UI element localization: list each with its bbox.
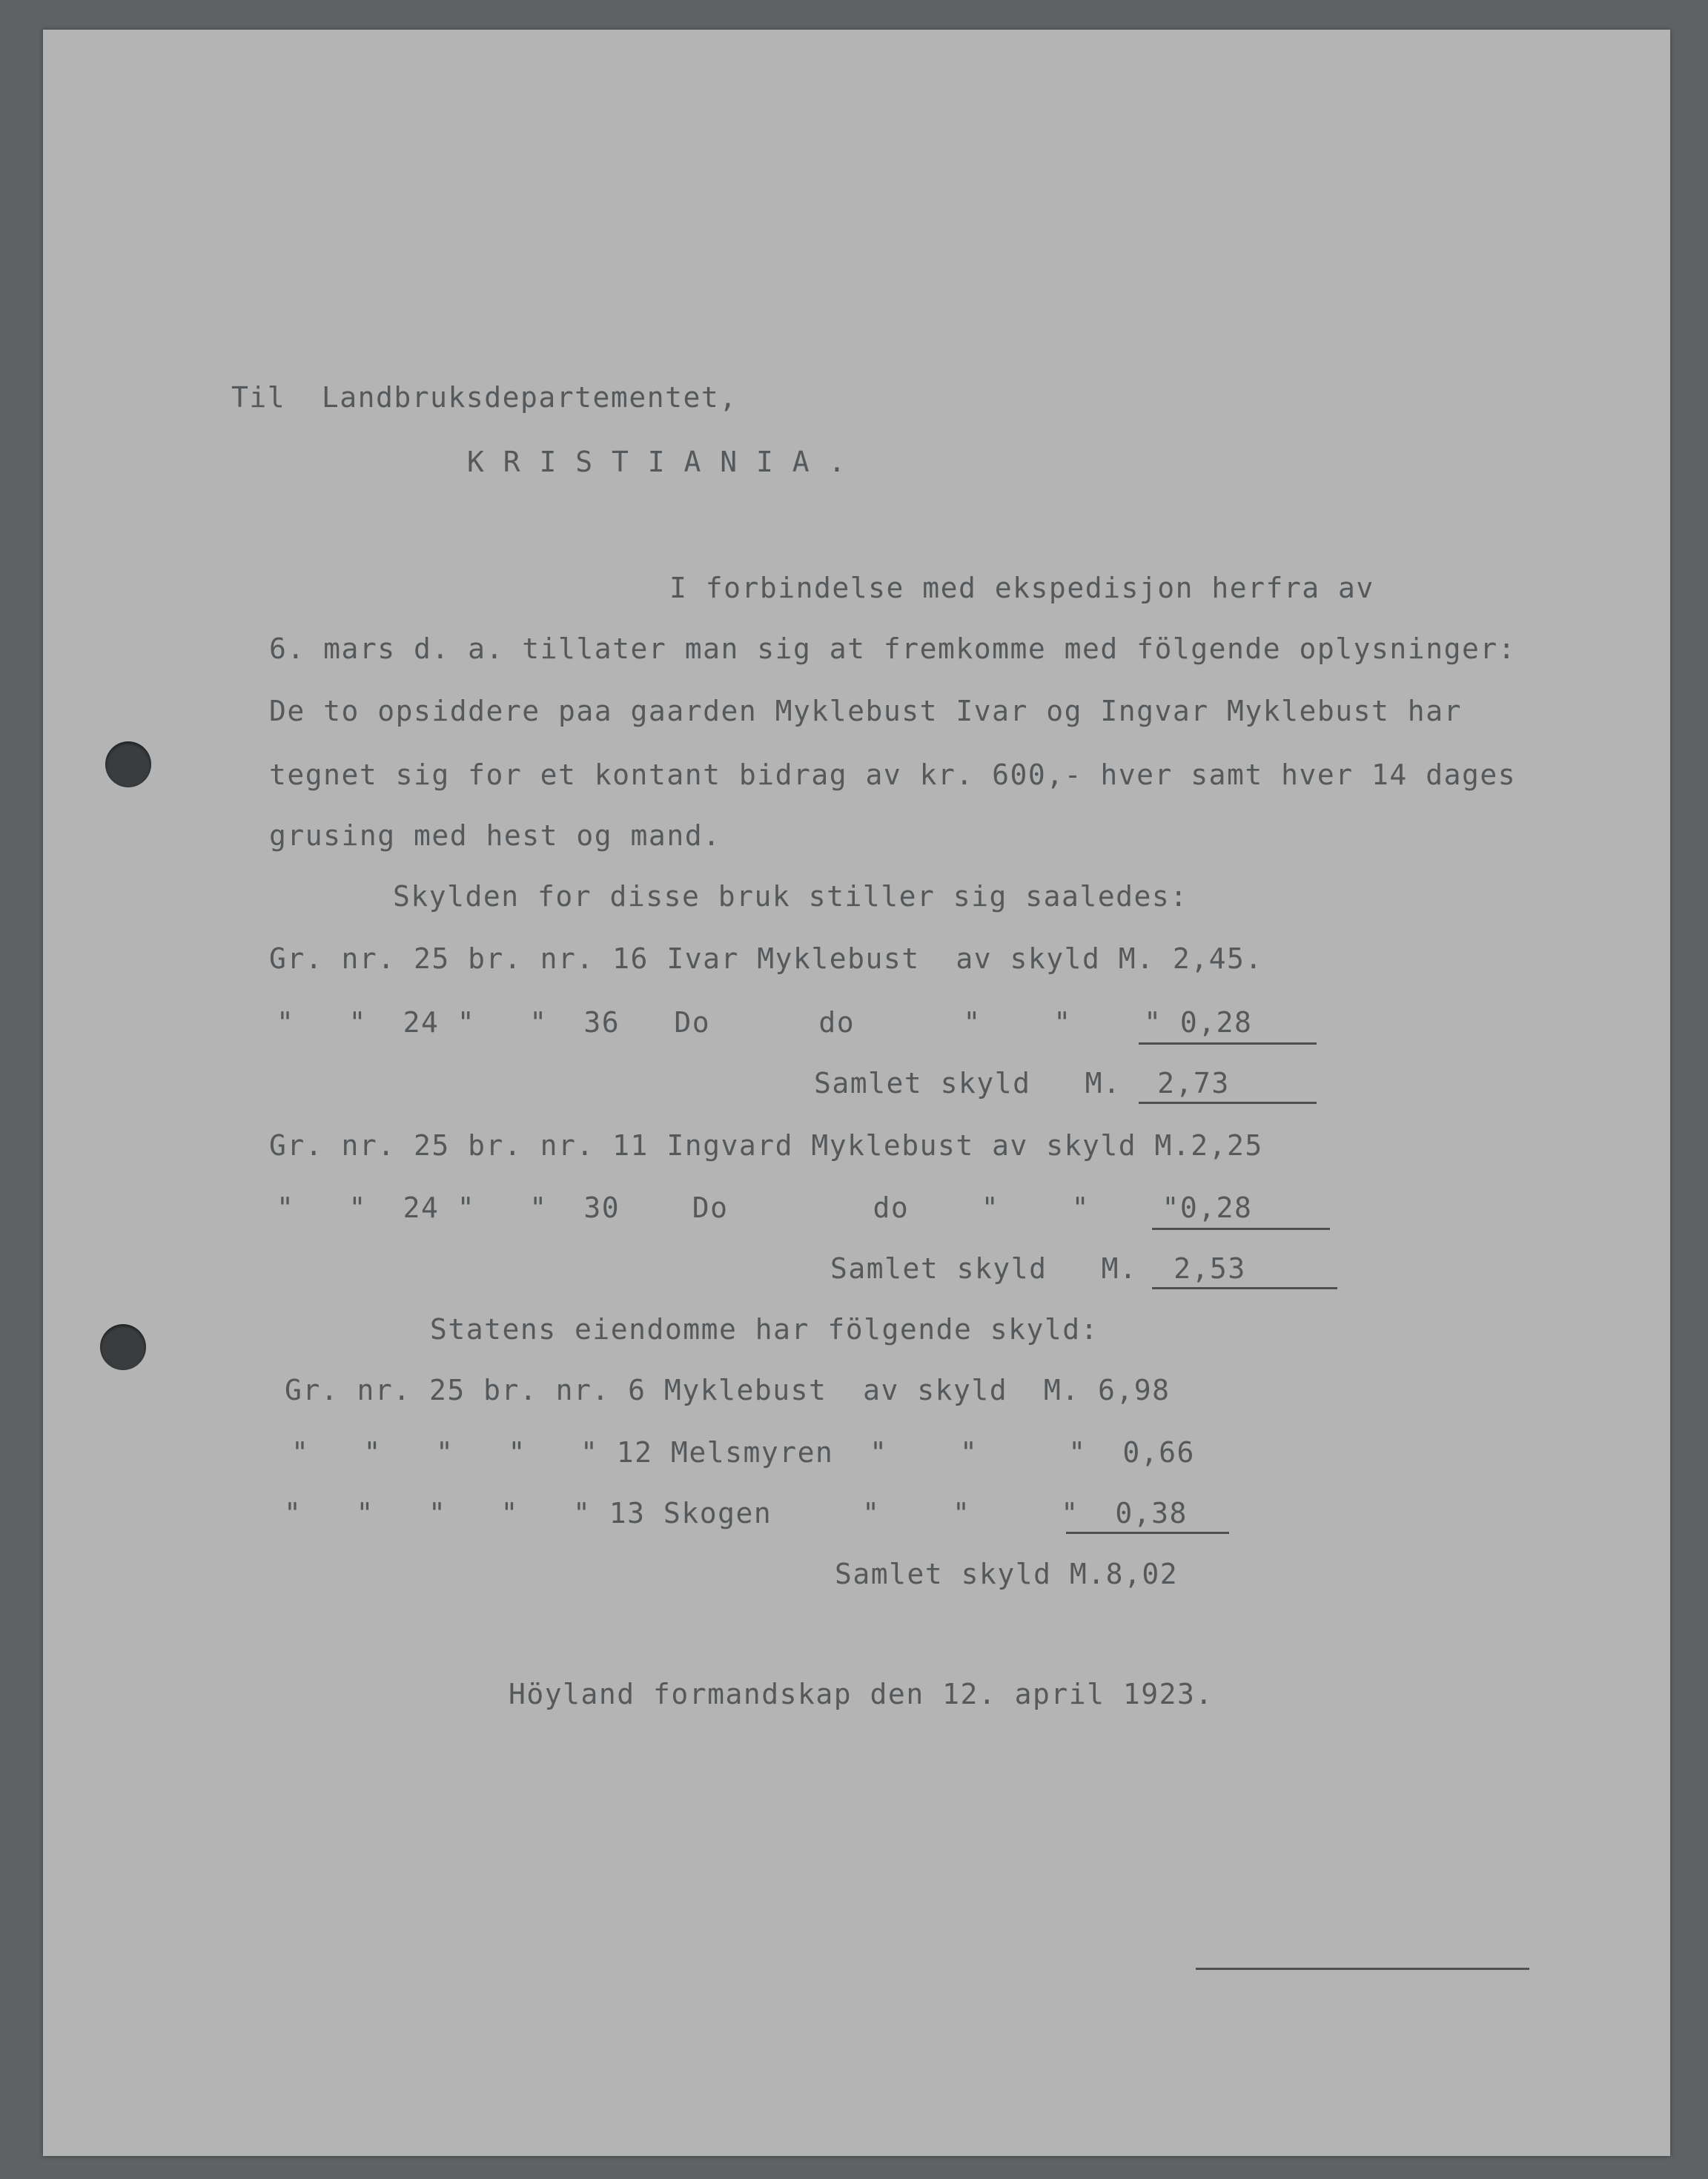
skyld-intro: Skylden for disse bruk stiller sig saaledes: (393, 880, 1188, 913)
ingvard-row-1: Gr. nr. 25 br. nr. 11 Ingvard Myklebust av skyld M.2,25 (269, 1129, 1263, 1162)
body-line-5: grusing med hest og mand. (269, 819, 721, 852)
ivar-total-underline (1139, 1102, 1317, 1104)
signature-line (1196, 1968, 1529, 1970)
staten-row-2: " " " " " 12 Melsmyren " " " 0,66 (291, 1436, 1195, 1469)
body-line-3: De to opsiddere paa gaarden Myklebust Ivar og Ingvar Myklebust har (269, 695, 1462, 727)
body-line-1: I forbindelse med ekspedisjon herfra av (669, 572, 1374, 604)
staten-row-3: " " " " " 13 Skogen " " " 0,38 (284, 1497, 1188, 1530)
staten-row-1: Gr. nr. 25 br. nr. 6 Myklebust av skyld M. 6,98 (285, 1374, 1171, 1406)
ingvard-sum-underline (1152, 1228, 1330, 1230)
body-line-2: 6. mars d. a. tillater man sig at fremkomme med fölgende oplysninger: (269, 632, 1517, 665)
closing-line: Höyland formandskap den 12. april 1923. (509, 1678, 1214, 1710)
ingvard-total: Samlet skyld M. 2,53 (830, 1252, 1246, 1285)
ivar-row-2: " " 24 " " 36 Do do " " " 0,28 (277, 1006, 1253, 1039)
ingvard-row-2: " " 24 " " 30 Do do " " "0,28 (277, 1191, 1253, 1224)
punch-hole-top (105, 741, 151, 787)
ivar-total: Samlet skyld M. 2,73 (814, 1067, 1230, 1100)
staten-intro: Statens eiendomme har fölgende skyld: (430, 1313, 1099, 1346)
city-line: K R I S T I A N I A . (467, 446, 847, 478)
ivar-row-1: Gr. nr. 25 br. nr. 16 Ivar Myklebust av skyld M. 2,45. (269, 942, 1263, 975)
document-page (43, 30, 1670, 2156)
staten-sum-underline (1066, 1532, 1229, 1534)
punch-hole-bottom (100, 1324, 146, 1370)
ivar-sum-underline (1139, 1042, 1317, 1045)
ingvard-total-underline (1152, 1287, 1337, 1289)
recipient-line: Til Landbruksdepartementet, (231, 381, 738, 414)
body-line-4: tegnet sig for et kontant bidrag av kr. 600,- hver samt hver 14 dages (269, 758, 1517, 791)
staten-total: Samlet skyld M.8,02 (835, 1558, 1179, 1590)
